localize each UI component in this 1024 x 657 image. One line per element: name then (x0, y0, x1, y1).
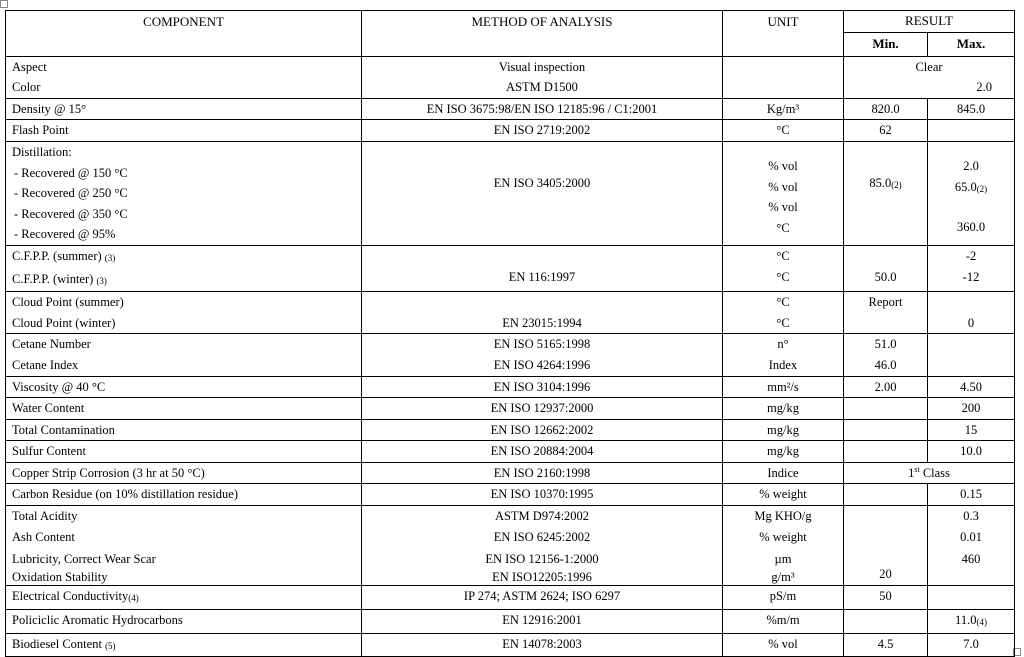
min-biodiesel: 4.5 (844, 633, 928, 657)
method-density: EN ISO 3675:98/EN ISO 12185:96 / C1:2001 (362, 98, 723, 120)
min-flash-point: 62 (844, 120, 928, 142)
distillation-item: - Recovered @ 350 °C (14, 206, 128, 221)
component-aspect: Aspect (12, 59, 47, 74)
unit-copper: Indice (723, 462, 844, 484)
unit-cloud: °C (776, 315, 790, 330)
method-viscosity: EN ISO 3104:1996 (362, 376, 723, 398)
max-contamination: 15 (928, 419, 1015, 441)
component-acidity: Total Acidity (12, 509, 78, 524)
min-cfpp-winter: 50.0 (874, 269, 897, 284)
component-conductivity: Electrical Conductivity (12, 589, 129, 604)
method-conductivity: IP 274; ASTM 2624; ISO 6297 (362, 586, 723, 610)
unit-header: UNIT (723, 11, 844, 57)
method-cloud: EN 23015:1994 (502, 315, 582, 330)
unit-pah: %m/m (723, 610, 844, 634)
max-ash: 0.01 (960, 529, 982, 544)
note-ref: (4) (976, 617, 987, 628)
method-sulfur: EN ISO 20884:2004 (362, 441, 723, 463)
table-row (6, 419, 1015, 441)
unit-cfpp: °C (776, 269, 790, 284)
table-row (6, 462, 1015, 484)
unit-cetane-index: Index (768, 357, 798, 372)
unit-acidity: Mg KHO/g (754, 509, 812, 524)
method-cetane-number: EN ISO 5165:1998 (493, 337, 591, 352)
method-distillation: EN ISO 3405:2000 (493, 175, 591, 190)
max-pah: 11.0 (955, 613, 977, 628)
table-row (6, 506, 1015, 586)
component-density: Density @ 15° (6, 98, 362, 120)
table-row (6, 292, 1015, 334)
min-viscosity: 2.00 (844, 376, 928, 398)
table-row (6, 484, 1015, 506)
method-cfpp: EN 116:1997 (508, 269, 576, 284)
component-distillation: Distillation: (12, 144, 72, 159)
method-biodiesel: EN 14078:2003 (362, 633, 723, 657)
table-row (6, 441, 1015, 463)
table-row (6, 633, 1015, 657)
note-ref: (2) (976, 183, 988, 194)
min-cetane-index: 46.0 (874, 357, 897, 372)
component-ash: Ash Content (12, 529, 75, 544)
note-ref: (3) (96, 275, 107, 286)
unit-distillation: % vol (768, 179, 798, 194)
method-oxidation: EN ISO12205:1996 (492, 570, 592, 585)
component-pah: Policiclic Aromatic Hydrocarbons (6, 610, 362, 634)
unit-carbon: % weight (723, 484, 844, 506)
component-sulfur: Sulfur Content (6, 441, 362, 463)
unit-distillation: % vol (768, 158, 798, 173)
component-cfpp-summer: C.F.P.P. (summer) (12, 248, 102, 263)
component-lubricity: Lubricity, Correct Wear Scar (12, 551, 156, 566)
method-header: METHOD OF ANALYSIS (362, 11, 723, 57)
result-aspect: Clear (915, 59, 943, 74)
note-ref: (3) (104, 252, 116, 263)
component-water: Water Content (6, 398, 362, 420)
method-cetane-index: EN ISO 4264:1996 (493, 357, 591, 372)
table-row (6, 141, 1015, 245)
unit-density: Kg/m³ (723, 98, 844, 120)
unit-contamination: mg/kg (723, 419, 844, 441)
component-biodiesel: Biodiesel Content (12, 636, 102, 651)
unit-cfpp: °C (776, 248, 790, 263)
component-copper: Copper Strip Corrosion (3 hr at 50 °C) (6, 462, 362, 484)
note-ref: (2) (891, 179, 902, 190)
table-anchor-mark (0, 0, 8, 8)
min-distillation: 85.0 (869, 175, 892, 190)
table-row (6, 334, 1015, 376)
distillation-item: - Recovered @ 95% (14, 227, 116, 242)
method-lubricity: EN ISO 12156-1:2000 (485, 551, 599, 566)
table-row (6, 586, 1015, 610)
method-color: ASTM D1500 (506, 80, 578, 95)
table-row (6, 56, 1015, 98)
specification-page (5, 10, 1015, 657)
max-biodiesel: 7.0 (928, 633, 1015, 657)
method-water: EN ISO 12937:2000 (362, 398, 723, 420)
result-copper: 1st Class (844, 462, 1015, 484)
table-row (6, 98, 1015, 120)
max-cfpp-summer: -2 (965, 248, 977, 263)
component-color: Color (12, 80, 41, 95)
max-water: 200 (928, 398, 1015, 420)
min-density: 820.0 (844, 98, 928, 120)
max-viscosity: 4.50 (928, 376, 1015, 398)
unit-ash: % weight (759, 529, 807, 544)
distillation-item: - Recovered @ 250 °C (14, 186, 128, 201)
note-ref: (4) (128, 593, 139, 604)
result-header: RESULT (844, 11, 1015, 33)
table-row (6, 120, 1015, 142)
component-cetane-index: Cetane Index (12, 357, 79, 372)
unit-distillation: % vol (768, 200, 798, 215)
method-copper: EN ISO 2160:1998 (362, 462, 723, 484)
max-distillation-150: 2.0 (963, 158, 979, 173)
unit-flash-point: °C (723, 120, 844, 142)
max-distillation-95: 360.0 (956, 220, 986, 235)
component-oxidation: Oxidation Stability (12, 570, 108, 585)
unit-distillation: °C (776, 220, 790, 235)
component-header: COMPONENT (6, 11, 362, 57)
max-distillation-250: 65.0 (954, 179, 977, 194)
table-row (6, 376, 1015, 398)
max-lubricity: 460 (961, 551, 981, 566)
max-carbon: 0.15 (928, 484, 1015, 506)
method-contamination: EN ISO 12662:2002 (362, 419, 723, 441)
min-header: Min. (844, 32, 928, 56)
max-sulfur: 10.0 (928, 441, 1015, 463)
max-cloud-winter: 0 (967, 315, 975, 330)
method-ash: EN ISO 6245:2002 (493, 529, 591, 544)
max-header: Max. (928, 32, 1015, 56)
max-acidity: 0.3 (963, 509, 979, 524)
max-color: 2.0 (976, 80, 993, 95)
min-cloud-summer: Report (868, 295, 903, 310)
component-cloud-winter: Cloud Point (winter) (12, 315, 116, 330)
component-cfpp-winter: C.F.P.P. (winter) (12, 271, 94, 286)
method-flash-point: EN ISO 2719:2002 (362, 120, 723, 142)
table-row (6, 398, 1015, 420)
min-oxidation: 20 (879, 566, 892, 581)
note-ref: (5) (105, 640, 116, 651)
component-viscosity: Viscosity @ 40 °C (6, 376, 362, 398)
component-cloud-summer: Cloud Point (summer) (12, 295, 124, 310)
method-acidity: ASTM D974:2002 (494, 509, 590, 524)
method-pah: EN 12916:2001 (362, 610, 723, 634)
method-carbon: EN ISO 10370:1995 (362, 484, 723, 506)
distillation-item: - Recovered @ 150 °C (14, 165, 128, 180)
unit-sulfur: mg/kg (723, 441, 844, 463)
unit-conductivity: pS/m (723, 586, 844, 610)
max-density: 845.0 (928, 98, 1015, 120)
unit-cloud: °C (776, 295, 790, 310)
component-flash-point: Flash Point (6, 120, 362, 142)
header-row (6, 11, 1015, 33)
unit-cetane-number: n° (777, 337, 789, 352)
unit-water: mg/kg (723, 398, 844, 420)
unit-biodiesel: % vol (723, 633, 844, 657)
min-cetane-number: 51.0 (874, 337, 897, 352)
unit-lubricity: µm (774, 551, 792, 566)
component-carbon: Carbon Residue (on 10% distillation residue) (6, 484, 362, 506)
component-contamination: Total Contamination (6, 419, 362, 441)
table-row (6, 245, 1015, 291)
component-cetane-number: Cetane Number (12, 337, 91, 352)
table-row (6, 610, 1015, 634)
min-conductivity: 50 (844, 586, 928, 610)
method-aspect: Visual inspection (498, 59, 586, 74)
unit-viscosity: mm²/s (723, 376, 844, 398)
unit-oxidation: g/m³ (771, 570, 795, 585)
fuel-specification-table (5, 10, 1015, 657)
max-cfpp-winter: -12 (962, 269, 980, 284)
